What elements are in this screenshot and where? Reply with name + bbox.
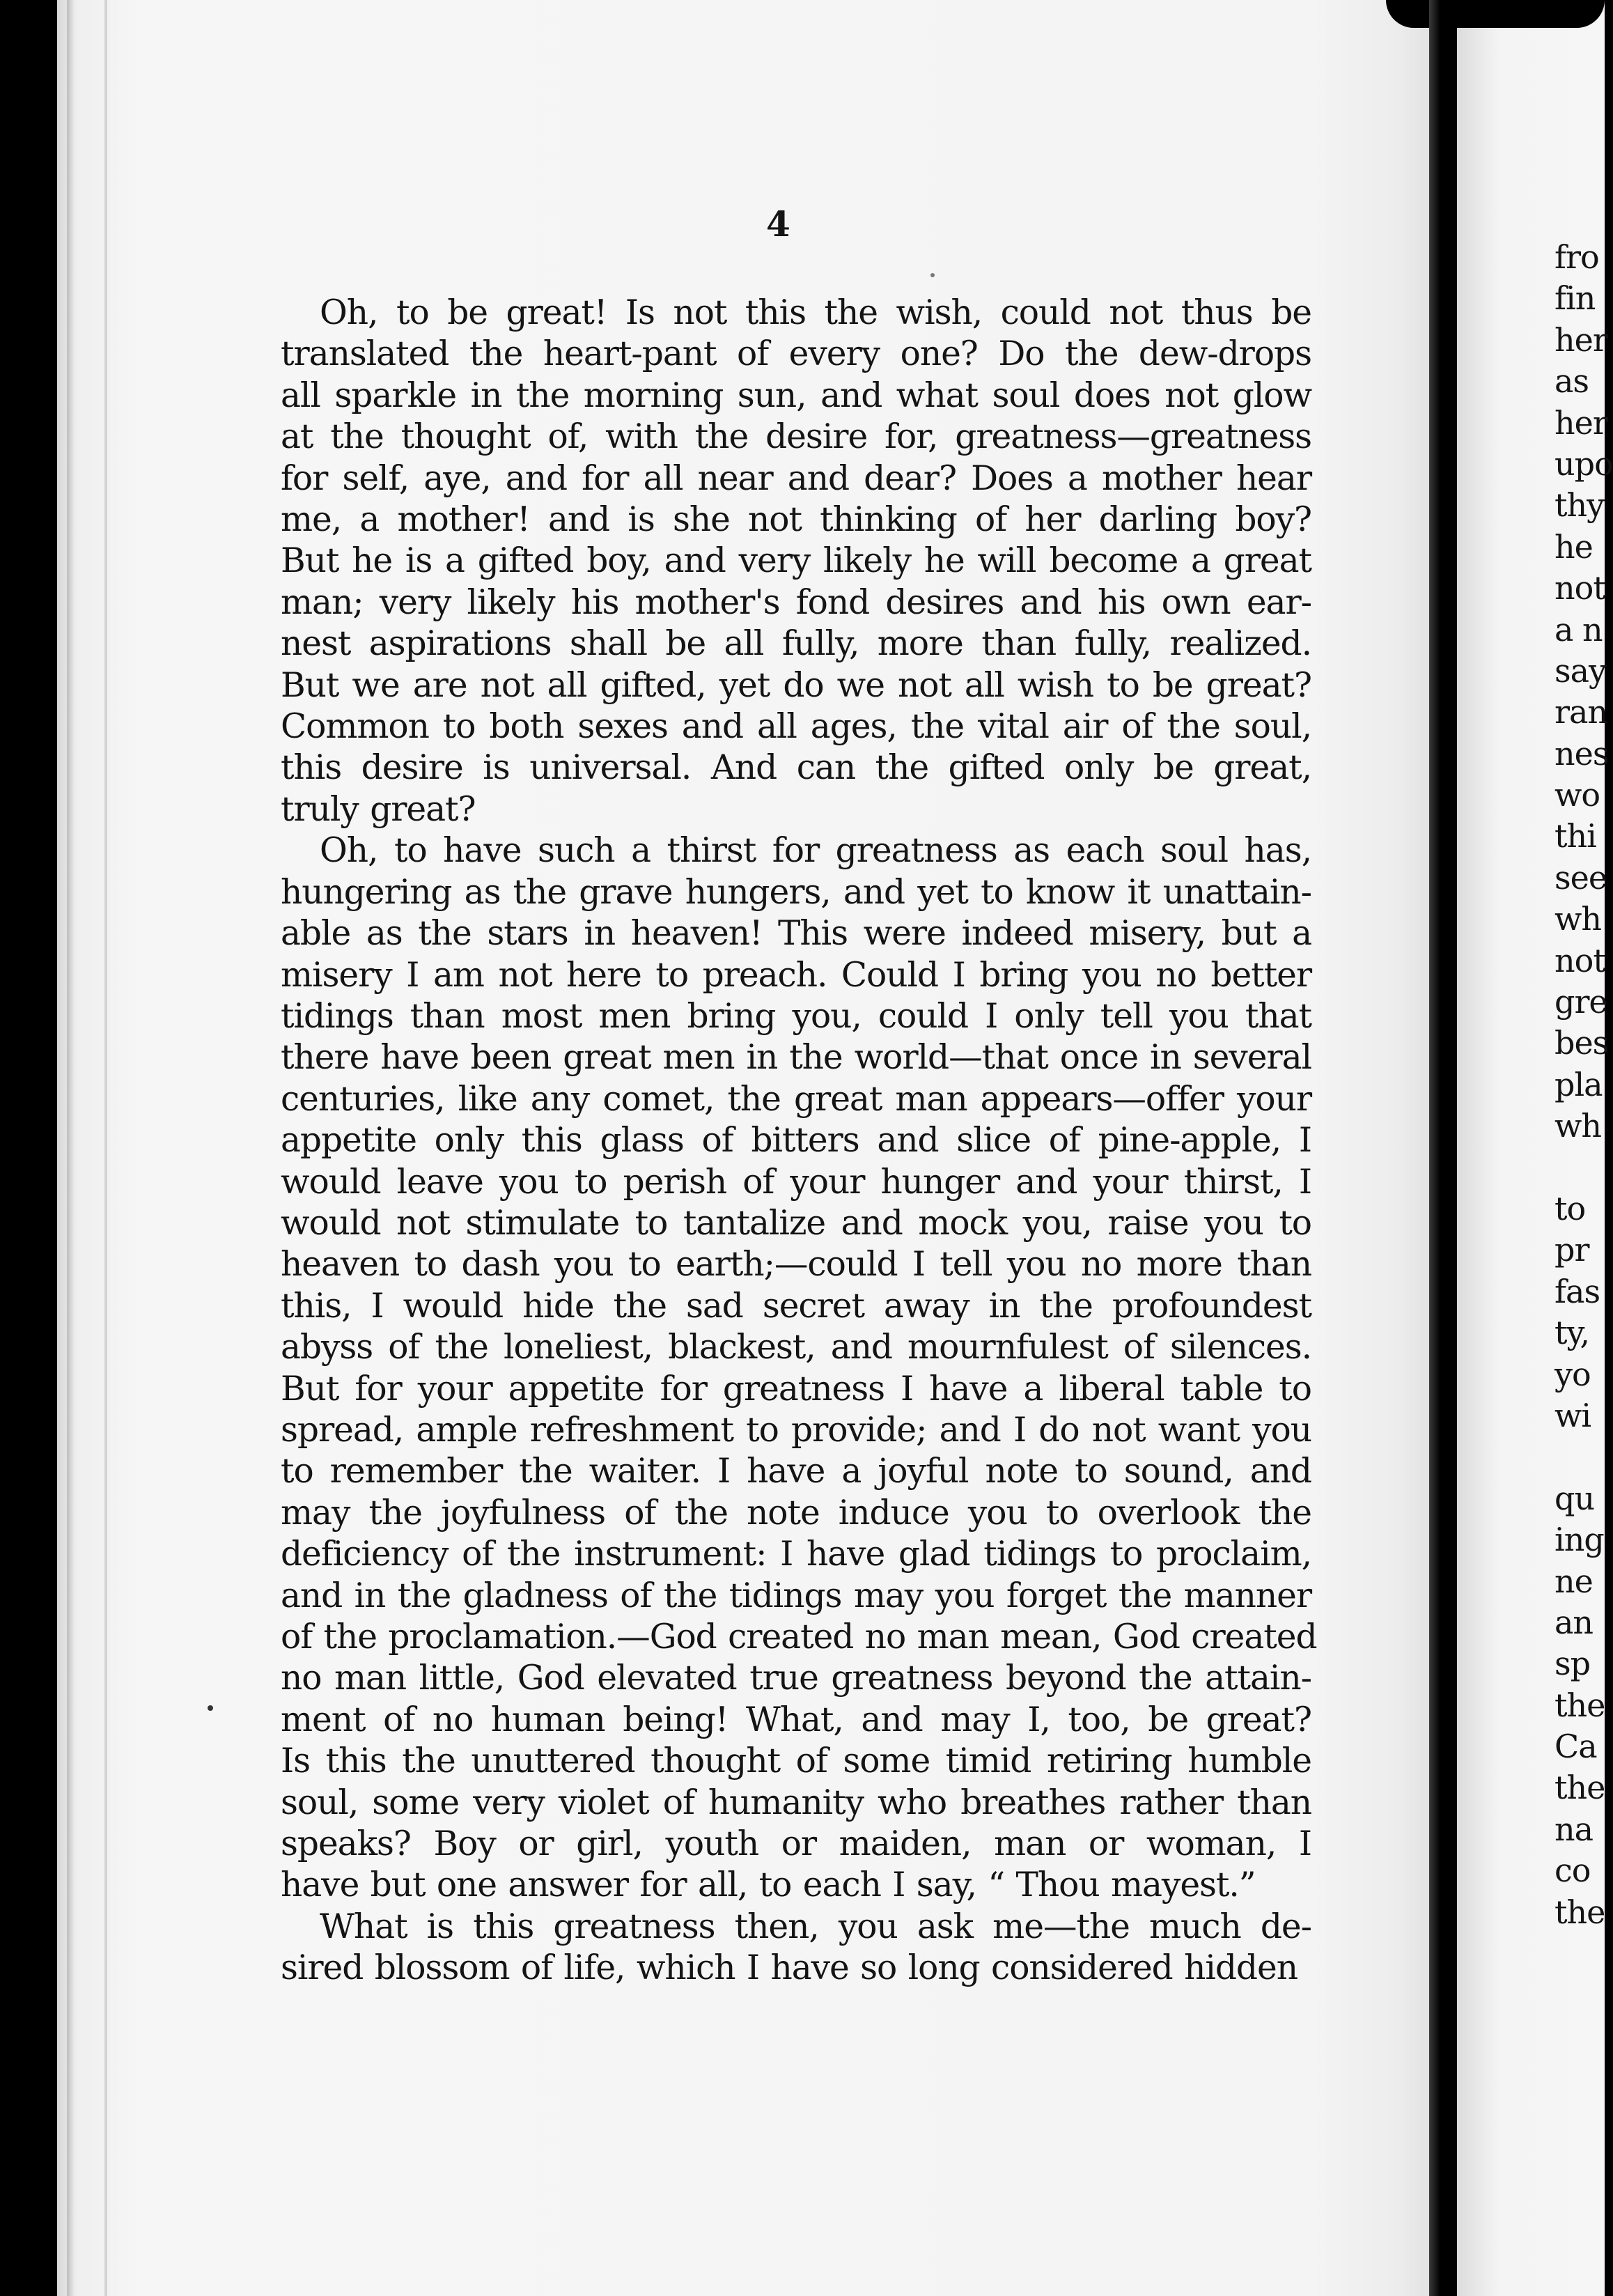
facing-page-fragment: na xyxy=(1554,1810,1593,1848)
facing-page-fragment: thi xyxy=(1554,817,1596,855)
text-line: centuries, like any comet, the great man appears—offer your xyxy=(281,1079,1311,1119)
text-line: nest aspirations shall be all fully, more than fully, realized. xyxy=(281,624,1311,664)
facing-page-fragment: the xyxy=(1554,1686,1605,1724)
facing-page-fragment: ne xyxy=(1554,1562,1593,1600)
facing-page-fragment: sp xyxy=(1554,1645,1591,1683)
facing-page-fragment: not xyxy=(1554,941,1605,979)
text-line: would leave you to perish of your hunger and your thirst, I xyxy=(281,1162,1311,1202)
text-line: heaven to dash you to earth;—could I tell you no more than xyxy=(281,1245,1311,1285)
text-line: Oh, to have such a thirst for greatness as each soul has, xyxy=(320,831,1311,871)
facing-page-fragment: yo xyxy=(1554,1355,1591,1393)
facing-page-fragment: co xyxy=(1554,1852,1591,1890)
facing-page-fragment: fin xyxy=(1554,279,1596,318)
text-line: to remember the waiter. I have a joyful note to sound, and xyxy=(281,1452,1311,1491)
body-text xyxy=(281,293,1317,1989)
facing-page-fragment: thy xyxy=(1554,486,1605,525)
text-line: misery I am not here to preach. Could I bring you no better xyxy=(281,955,1311,995)
facing-page-fragment xyxy=(1554,1436,1613,1477)
text-line: man; very likely his mother's fond desires and his own ear- xyxy=(281,582,1311,622)
facing-page-fragment: qu xyxy=(1554,1479,1595,1517)
facing-page-fragment: fas xyxy=(1554,1272,1600,1310)
facing-page-fragment: ing xyxy=(1554,1521,1604,1559)
facing-page-fragment: upo xyxy=(1554,444,1613,483)
facing-page-fragment: as xyxy=(1554,362,1589,401)
page-number: 4 xyxy=(766,203,790,245)
text-line: translated the heart-pant of every one? Do the dew-drops xyxy=(281,334,1311,374)
text-line: at the thought of, with the desire for, greatness—greatness xyxy=(281,417,1311,457)
text-line: But he is a gifted boy, and very likely he will become a great xyxy=(281,541,1311,581)
text-line: of the proclamation.—God created no man mean, God created xyxy=(281,1618,1317,1657)
book-gutter xyxy=(1429,0,1457,2296)
text-line: truly great? xyxy=(281,789,476,829)
text-line: and in the gladness of the tidings may you forget the manner xyxy=(281,1576,1311,1615)
text-line: tidings than most men bring you, could I only tell you that xyxy=(281,996,1311,1036)
facing-page-fragment: an xyxy=(1554,1603,1593,1641)
facing-page-fragment: fro xyxy=(1554,238,1599,276)
text-line: speaks? Boy or girl, youth or maiden, man or woman, I xyxy=(281,1824,1311,1864)
facing-page-fragment: Ca xyxy=(1554,1728,1597,1766)
facing-page-fragment: her xyxy=(1554,320,1607,359)
text-line: ment of no human being! What, and may I, too, be great? xyxy=(281,1700,1311,1739)
text-line: appetite only this glass of bitters and slice of pine-apple, I xyxy=(281,1121,1311,1161)
facing-page-fragment: pla xyxy=(1554,1065,1603,1103)
text-line: But for your appetite for greatness I have a liberal table to xyxy=(281,1369,1311,1409)
left-page-edge xyxy=(67,0,74,2296)
facing-page-fragment: ran xyxy=(1554,693,1608,731)
right-page-shadow xyxy=(1457,0,1605,28)
facing-page-fragment: wo xyxy=(1554,776,1600,814)
facing-page-fragment: wh xyxy=(1554,1107,1601,1145)
facing-page-fragments xyxy=(1554,237,1613,1933)
facing-page-fragment: wi xyxy=(1554,1396,1591,1434)
facing-page-fragment: to xyxy=(1554,1189,1586,1227)
text-line: abyss of the loneliest, blackest, and mournfulest of silences. xyxy=(281,1328,1311,1367)
text-line: there have been great men in the world—that once in several xyxy=(281,1038,1311,1078)
facing-page-fragment: say xyxy=(1554,651,1607,690)
text-line: no man little, God elevated true greatness beyond the attain- xyxy=(281,1659,1311,1698)
text-line: spread, ample refreshment to provide; and I do not want you xyxy=(281,1410,1311,1450)
ink-speck xyxy=(930,273,935,277)
text-line: would not stimulate to tantalize and mock you, raise you to xyxy=(281,1203,1311,1243)
text-line: all sparkle in the morning sun, and what soul does not glow xyxy=(281,375,1311,415)
facing-page-fragment: not xyxy=(1554,569,1605,607)
text-line: may the joyfulness of the note induce you to overlook the xyxy=(281,1493,1311,1533)
facing-page-fragment: nes xyxy=(1554,734,1609,773)
text-line: me, a mother! and is she not thinking of her darling boy? xyxy=(281,500,1311,540)
text-line: this, I would hide the sad secret away in the profoundest xyxy=(281,1286,1311,1326)
facing-page-fragment: wh xyxy=(1554,900,1601,938)
facing-page-fragment: see xyxy=(1554,858,1607,897)
text-line: deficiency of the instrument: I have glad tidings to proclaim, xyxy=(281,1535,1311,1574)
text-line: this desire is universal. And can the gifted only be great, xyxy=(281,748,1311,788)
text-line: hungering as the grave hungers, and yet to know it unattain- xyxy=(281,872,1311,912)
text-line: Is this the unuttered thought of some timid retiring humble xyxy=(281,1742,1311,1781)
text-line: sired blossom of life, which I have so long considered hidden xyxy=(281,1948,1298,1988)
left-page-edge-line xyxy=(104,0,107,2296)
text-line: But we are not all gifted, yet do we not all wish to be great? xyxy=(281,665,1311,705)
text-line: able as the stars in heaven! This were indeed misery, but a xyxy=(281,914,1311,954)
facing-page-fragment: the xyxy=(1554,1893,1605,1931)
facing-page-fragment: a n xyxy=(1554,610,1603,649)
text-line: Oh, to be great! Is not this the wish, could not thus be xyxy=(320,293,1311,332)
facing-page-fragment: pr xyxy=(1554,1231,1589,1269)
text-line: What is this greatness then, you ask me—the much de- xyxy=(320,1907,1311,1946)
ink-speck xyxy=(208,1705,213,1711)
facing-page-fragment xyxy=(1554,1147,1613,1188)
facing-page-fragment: he xyxy=(1554,527,1593,566)
text-line: Common to both sexes and all ages, the vital air of the soul, xyxy=(281,707,1311,747)
facing-page-fragment: gre xyxy=(1554,983,1607,1021)
facing-page-fragment: ty, xyxy=(1554,1314,1589,1352)
text-line: have but one answer for all, to each I say, “ Thou mayest.” xyxy=(281,1866,1256,1905)
facing-page-fragment: her xyxy=(1554,403,1607,442)
facing-page-fragment: the xyxy=(1554,1769,1605,1807)
text-line: soul, some very violet of humanity who breathes rather than xyxy=(281,1783,1311,1822)
text-line: for self, aye, and for all near and dear? Does a mother hear xyxy=(281,458,1311,498)
facing-page-fragment: bes xyxy=(1554,1024,1609,1062)
